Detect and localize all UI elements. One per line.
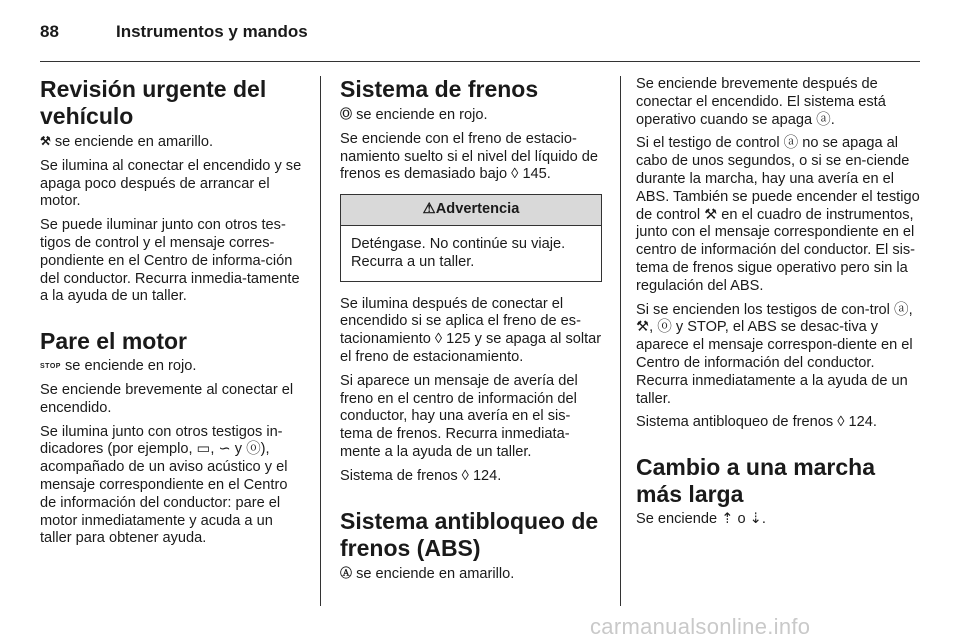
section-title-abs: Sistema antibloqueo de frenos (ABS) <box>340 507 599 561</box>
paragraph: Si aparece un mensaje de avería del freno en el centro de información del conductor, hay una avería en el sis-tema de frenos. Recurra inmediata-mente a la ayuda de un taller. <box>340 372 578 460</box>
paragraph: se enciende en amarillo. <box>356 565 515 582</box>
warning-header <box>341 195 601 226</box>
column-2 <box>340 76 602 589</box>
abs-icon: Ⓐ <box>340 565 353 580</box>
paragraph: Se ilumina al conectar el encendido y se apaga poco después de arrancar el motor. <box>40 157 302 210</box>
column-3 <box>636 76 926 535</box>
stop-icon: STOP <box>40 363 61 371</box>
paragraph: Si el testigo de control ⓐ no se apaga al cabo de unos segundos, o si se en-ciende durante la marcha, hay una avería en el ABS. También se puede encender el testigo de control ⚒ en el cuadro de instrumentos, junto con el mensaje correspondiente en el centro de información del conductor. El sis-tema de frenos sigue operativo pero sin la regulación del ABS. <box>636 135 920 294</box>
brake-warning-icon: Ⓞ <box>340 107 353 121</box>
warning-icon: ⚠ <box>422 201 436 218</box>
paragraph: Se puede iluminar junto con otros tes-tigos de control y el mensaje corres-pondiente en el Centro de informa-ción del conductor. Recurra inmedia-tamente a la ayuda de un taller. <box>40 217 300 305</box>
column-divider-1 <box>320 76 321 606</box>
section-title-stop-engine: Pare el motor <box>40 328 187 355</box>
warning-title: Advertencia <box>435 201 520 218</box>
warning-text: Deténgase. No continúe su viaje. Recurra a un taller. <box>351 235 566 270</box>
paragraph: Se ilumina después de conectar el encendido si se aplica el freno de es-tacionamiento ◊ 125 y se apaga al soltar el freno de estacionamiento. <box>340 295 602 365</box>
header-rule <box>40 61 920 62</box>
paragraph: se enciende en rojo. <box>65 358 197 375</box>
paragraph: Se enciende ⇡ o ⇣. <box>636 511 766 528</box>
watermark: carmanualsonline.info <box>590 614 811 639</box>
paragraph: Se ilumina junto con otros testigos in-dicadores (por ejemplo, ▭, ∽ y ⓞ), acompañado de un aviso acústico y el mensaje correspondiente en el Centro de información del conductor: pare el motor inmediatamente y acuda a un taller para obtener ayuda. <box>40 423 288 547</box>
paragraph: Se enciende con el freno de estacio-namiento suelto si el nivel del líquido de frenos es demasiado bajo ◊ 145. <box>340 130 598 183</box>
wrench-icon: ⚒ <box>40 134 51 148</box>
paragraph: Se enciende brevemente al conectar el encendido. <box>40 381 294 416</box>
paragraph: se enciende en rojo. <box>356 107 488 123</box>
column-1 <box>40 76 306 554</box>
section-title-urgent-check: Revisión urgente del vehículo <box>40 76 267 129</box>
paragraph: Sistema antibloqueo de frenos ◊ 124. <box>636 414 877 431</box>
paragraph: Se enciende brevemente después de conectar el encendido. El sistema está operativo cuando se apaga ⓐ. <box>636 76 886 128</box>
page-header <box>40 22 308 42</box>
chapter-title: Instrumentos y mandos <box>116 22 308 41</box>
paragraph: Sistema de frenos ◊ 124. <box>340 467 502 484</box>
paragraph: se enciende en amarillo. <box>54 134 214 150</box>
page-number: 88 <box>40 22 59 41</box>
section-title-brake-system: Sistema de frenos <box>340 76 539 102</box>
paragraph: Si se encienden los testigos de con-trol ⓐ, ⚒, ⓞ y STOP, el ABS se desac-tiva y aparece el mensaje correspon-diente en el Centro de información del conductor. Recurra inmediatamente a la ayuda de un taller. <box>636 301 913 407</box>
column-divider-2 <box>620 76 621 606</box>
warning-box <box>340 194 602 281</box>
section-title-upshift: Cambio a una marcha más larga <box>636 454 876 508</box>
